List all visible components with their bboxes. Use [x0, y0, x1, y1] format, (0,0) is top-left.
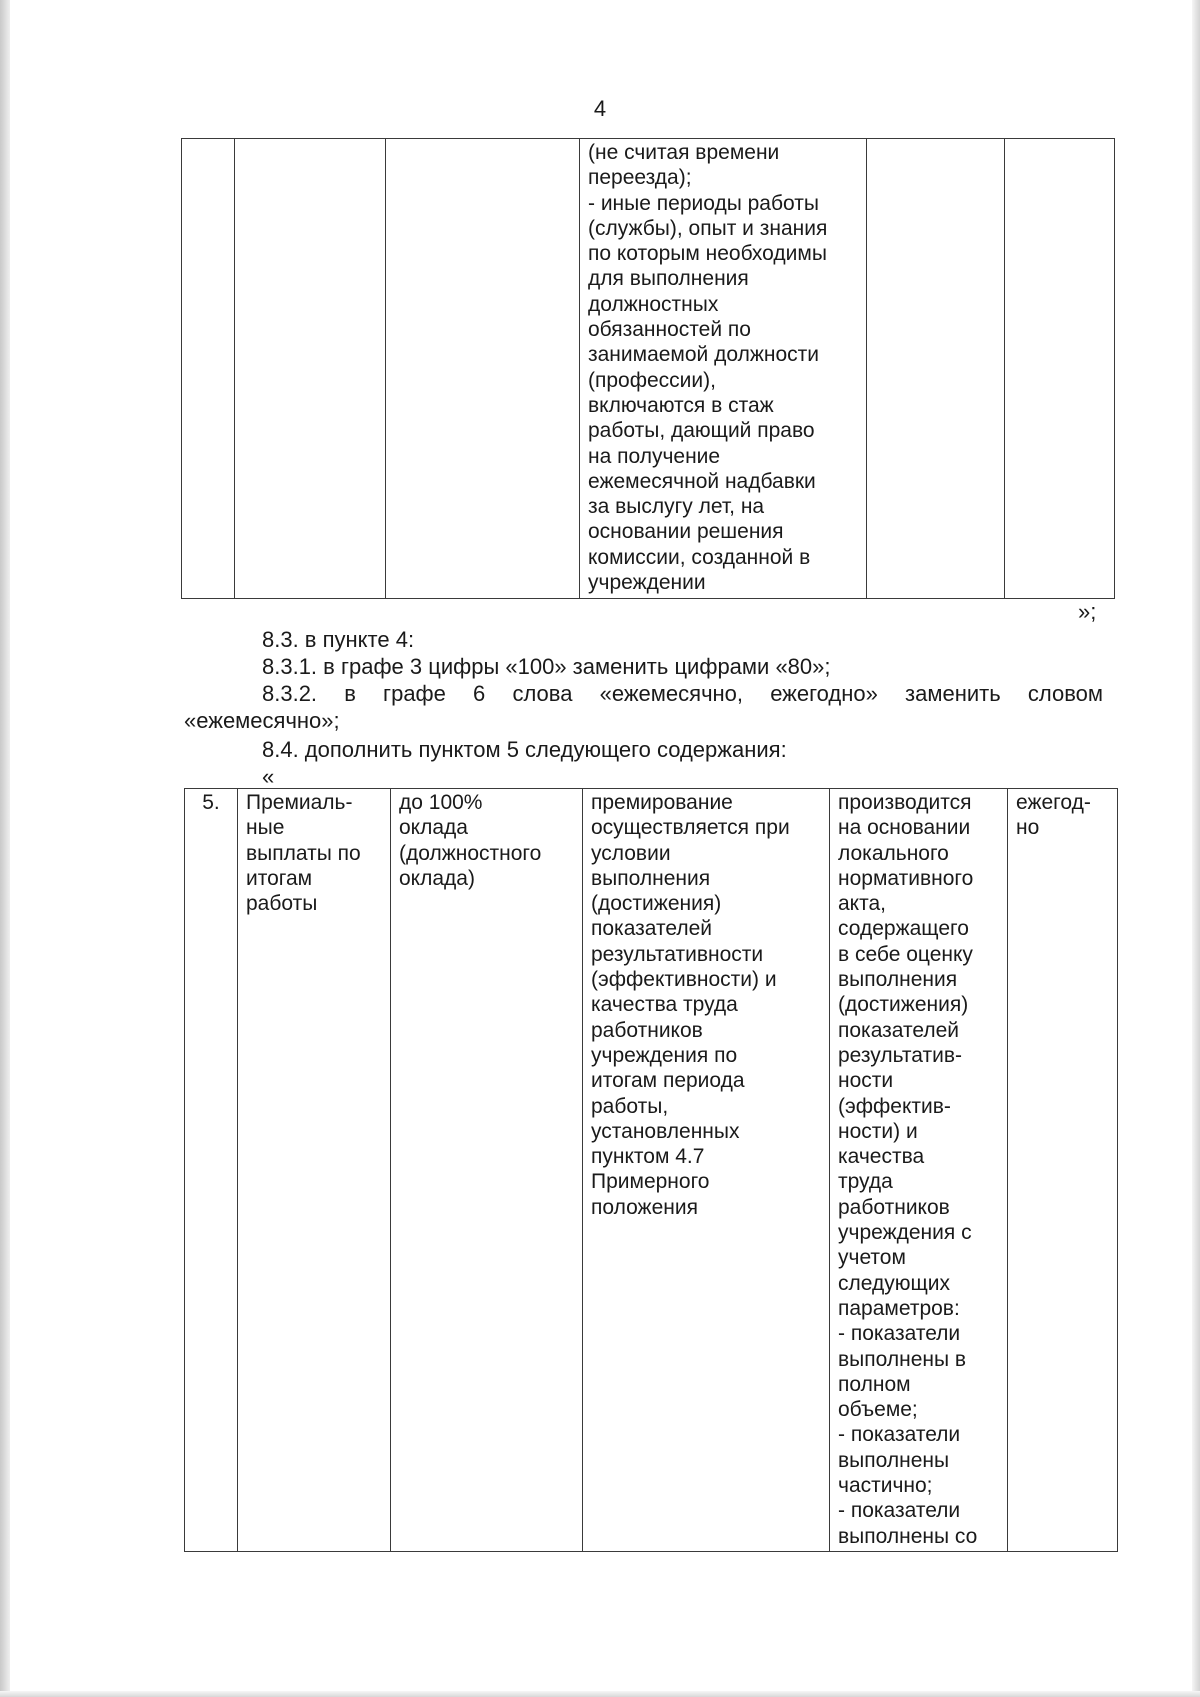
table1-cell-name: [235, 139, 386, 599]
scan-shadow-right: [1192, 0, 1200, 1697]
table2-cell-frequency: ежегод- но: [1008, 789, 1118, 1552]
paragraph-8-3-1: 8.3.1. в графе 3 цифры «100» заменить цифрами «80»;: [262, 654, 831, 679]
continued-table: [181, 138, 1115, 599]
paragraph-8-3-2-line1: 8.3.2. в графе 6 слова «ежемесячно, ежегодно» заменить словом: [262, 681, 1103, 706]
table-row: [185, 789, 1118, 1552]
opening-quote: «: [262, 764, 275, 789]
table1-cell-frequency: [1005, 139, 1115, 599]
scan-shadow-bottom: [0, 1691, 1200, 1697]
table2-cell-number: 5.: [185, 789, 238, 1552]
scan-shadow-left: [0, 0, 10, 1697]
table2-cell-condition: премирование осуществляется при условии выполнения (достижения) показателей результативности (эффективности) и качества труда работников учреждения по итогам периода работы, установленных пунктом 4.7 Примерного положения: [583, 789, 830, 1552]
table2-cell-name: Премиаль- ные выплаты по итогам работы: [238, 789, 391, 1552]
table1-cell-number: [182, 139, 235, 599]
table2-cell-basis: производится на основании локального нормативного акта, содержащего в себе оценку выполнения (достижения) показателей результатив- ности (эффектив- ности) и качества труда работников учреждения с учетом следующих параметров: - показатели выполнены в полном объеме; - показатели выполнены частично; - показатели выполнены со: [830, 789, 1008, 1552]
closing-quote: »;: [1078, 599, 1097, 624]
table1-cell-condition: (не считая времени переезда); - иные периоды работы (службы), опыт и знания по которым необходимы для выполнения должностных обязанностей по занимаемой должности (профессии), включаются в стаж работы, дающий право на получение ежемесячной надбавки за выслугу лет, на основании решения комиссии, созданной в учреждении: [580, 139, 867, 599]
table-row: [182, 139, 1115, 599]
page-number: 4: [593, 96, 607, 121]
paragraph-8-4: 8.4. дополнить пунктом 5 следующего содержания:: [262, 737, 787, 762]
table1-cell-amount: [386, 139, 580, 599]
new-item-table: [184, 788, 1118, 1552]
table1-cell-basis: [867, 139, 1005, 599]
paragraph-8-3-2: [184, 680, 1103, 734]
paragraph-8-3-2-line2: «ежемесячно»;: [184, 708, 340, 733]
paragraph-8-3: 8.3. в пункте 4:: [262, 627, 415, 652]
table2-cell-amount: до 100% оклада (должностного оклада): [391, 789, 583, 1552]
